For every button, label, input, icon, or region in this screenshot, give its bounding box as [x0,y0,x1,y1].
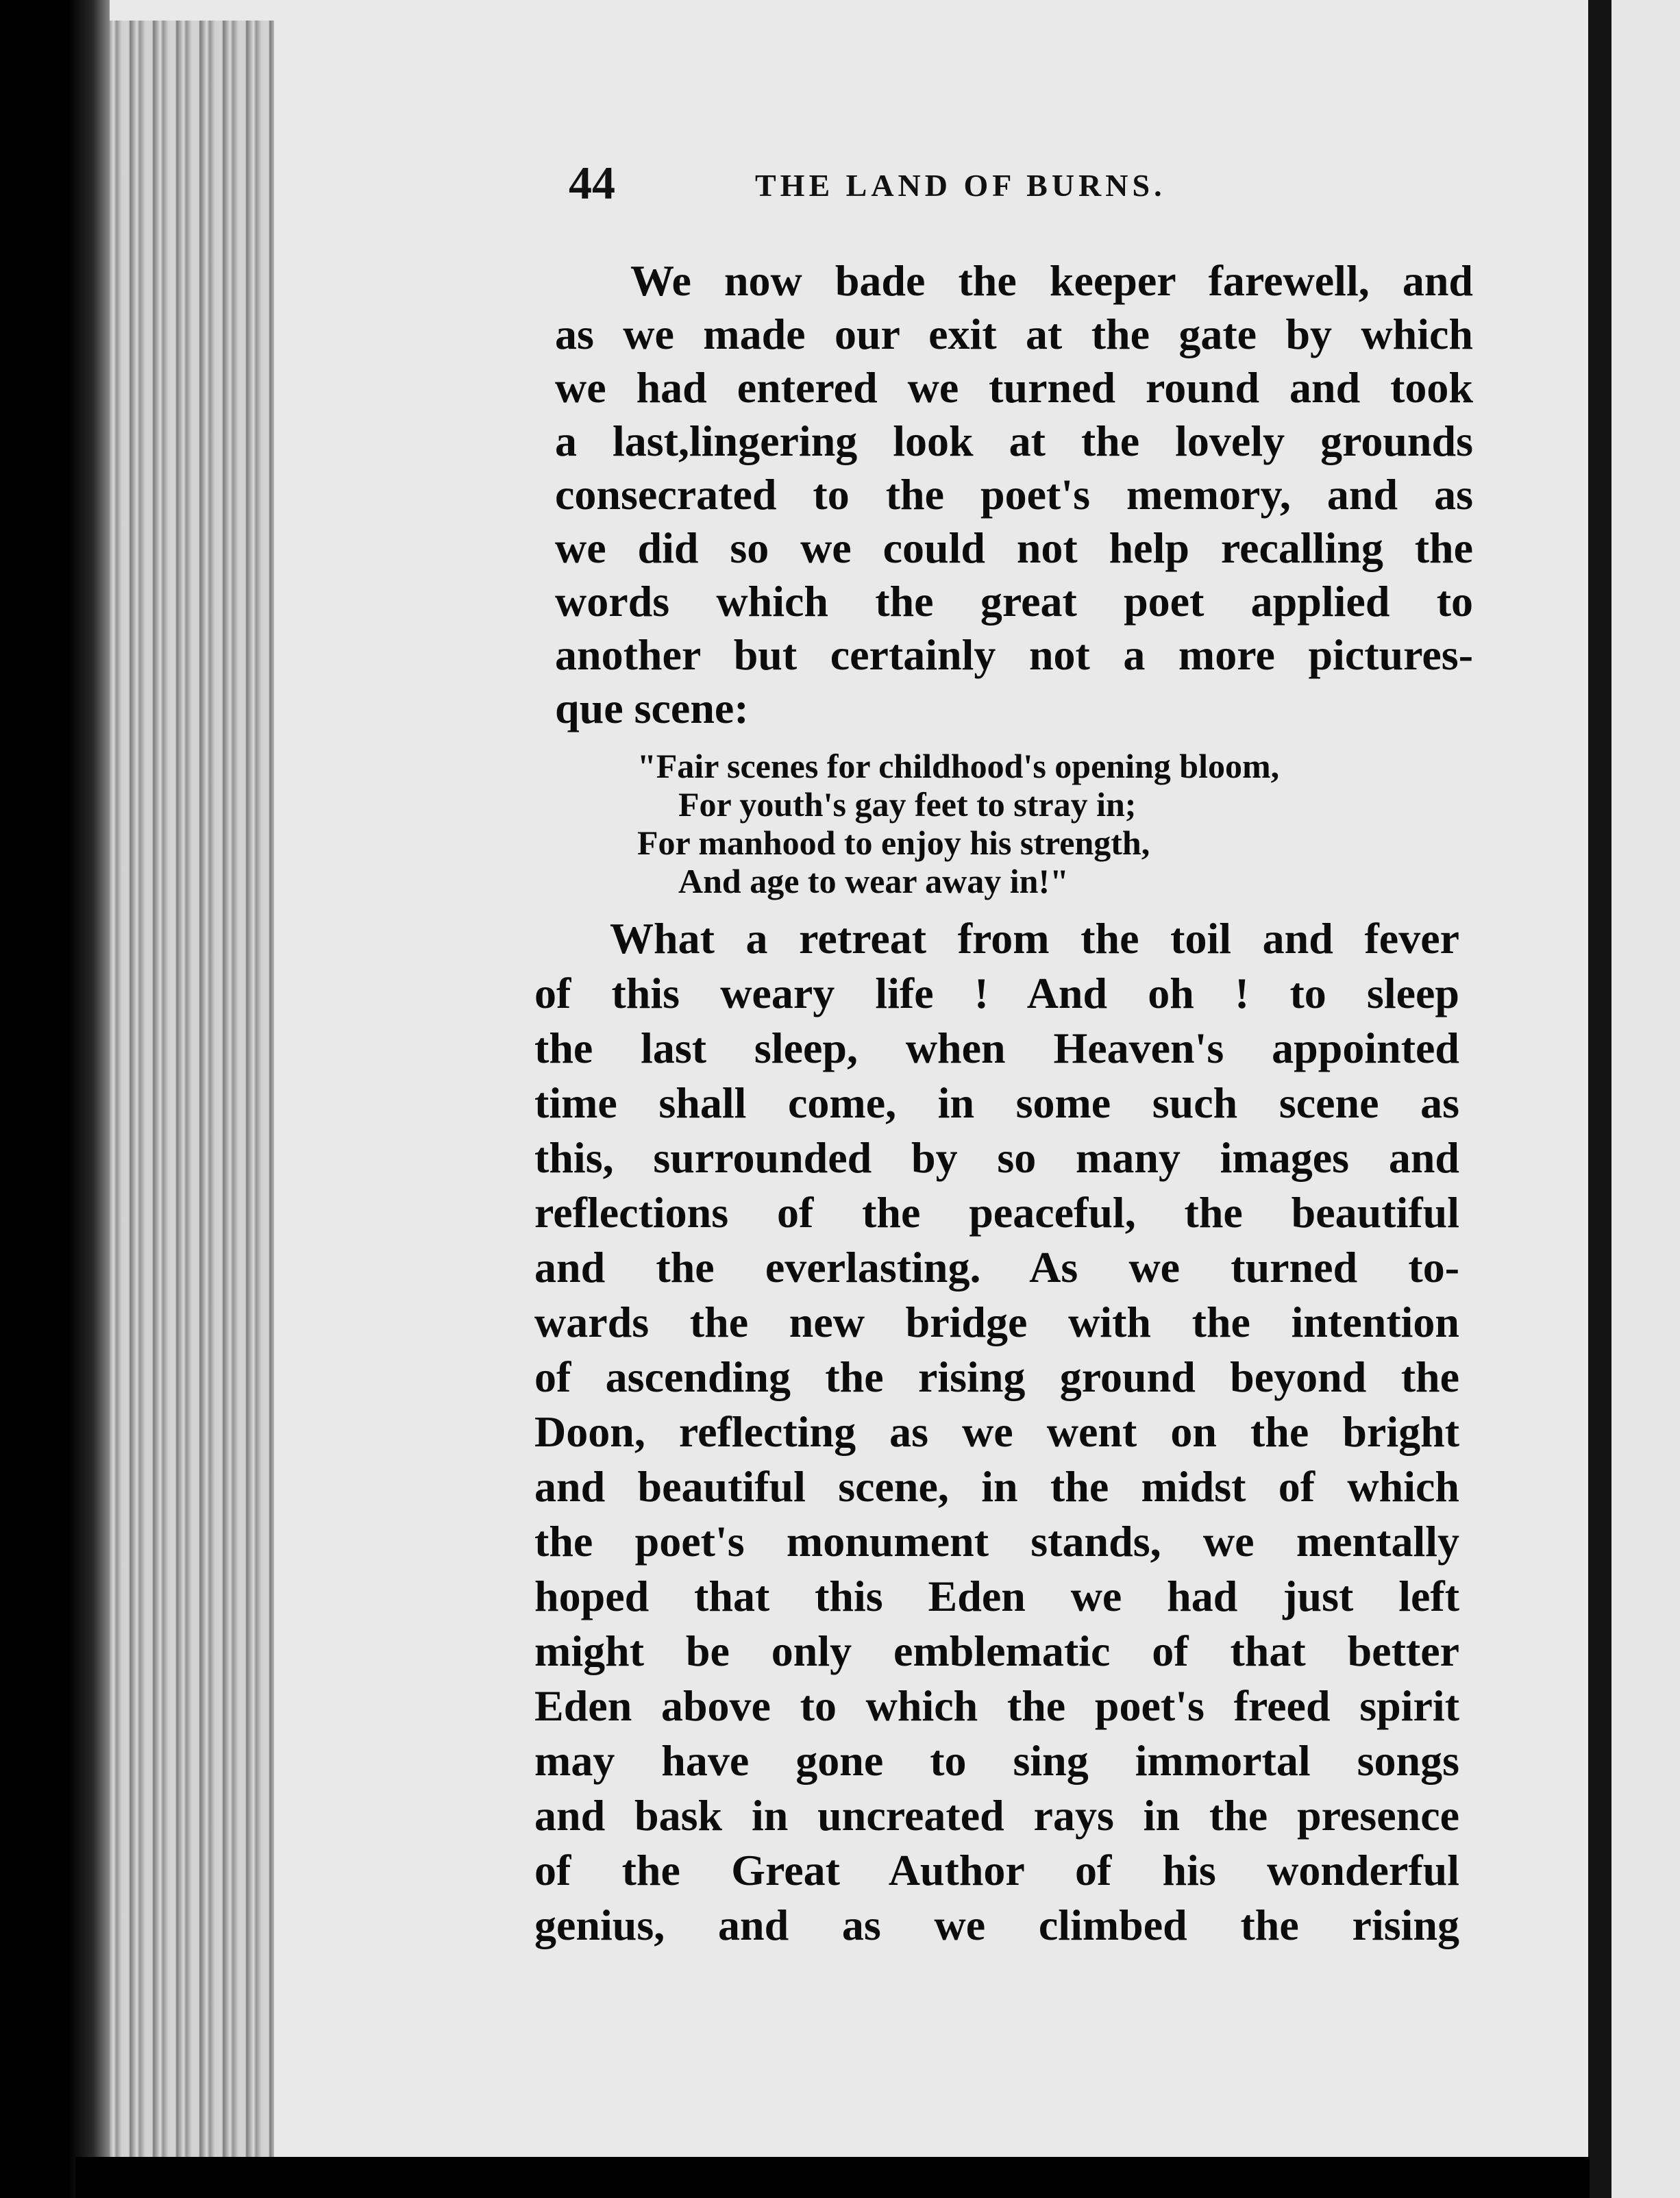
text-line: What a retreat from the toil and fever [610,914,1459,963]
running-title: THE LAND OF BURNS. [755,168,1166,203]
text-line: We now bade the keeper farewell, and [630,256,1473,305]
text-line: wards the new bridge with the intention [534,1298,1459,1346]
text-line: genius, and as we climbed the rising [534,1901,1459,1949]
text-line: and bask in uncreated rays in the presence [534,1791,1459,1840]
running-head [569,156,1405,218]
text-line: we did so we could not help recalling the [555,523,1473,572]
verse-quotation [617,745,1439,903]
text-line: reflections of the peaceful, the beautiful [534,1188,1459,1237]
verse-line: For youth's gay feet to stray in; [678,785,1137,824]
text-line: and beautiful scene, in the midst of which [534,1462,1459,1511]
text-line: Doon, reflecting as we went on the bright [534,1407,1459,1456]
verse-line: "Fair scenes for childhood's opening bloom, [637,747,1280,785]
right-border [1588,0,1611,2198]
text-line: of this weary life ! And oh ! to sleep [534,969,1459,1017]
text-line: another but certainly not a more pictures- [555,630,1473,679]
text-line: of ascending the rising ground beyond the [534,1353,1459,1401]
text-line: as we made our exit at the gate by which [555,310,1473,358]
text-line: may have gone to sing immortal songs [534,1736,1459,1785]
paragraph-1 [555,254,1473,747]
text-line: this, surrounded by so many images and [534,1133,1459,1182]
text-line: we had entered we turned round and took [555,363,1473,412]
text-line: Eden above to which the poet's freed spirit [534,1681,1459,1730]
text-line: and the everlasting. As we turned to- [534,1243,1459,1292]
text-line: consecrated to the poet's memory, and as [555,470,1473,519]
verse-line: For manhood to enjoy his strength, [637,824,1150,862]
text-line: the poet's monument stands, we mentally [534,1517,1459,1566]
text-line: might be only emblematic of that better [534,1627,1459,1675]
page-number: 44 [569,157,615,209]
text-line: hoped that this Eden we had just left [534,1572,1459,1620]
text-line: words which the great poet applied to [555,577,1473,626]
paragraph-2 [534,911,1459,2179]
text-line: of the Great Author of his wonderful [534,1846,1459,1894]
text-line: que scene: [555,684,749,732]
text-line: time shall come, in some such scene as [534,1078,1459,1127]
text-line: a last,lingering look at the lovely grounds [555,417,1473,465]
binding-shadow [69,0,110,2198]
verse-line: And age to wear away in!" [678,862,1069,900]
text-line: the last sleep, when Heaven's appointed [534,1024,1459,1072]
